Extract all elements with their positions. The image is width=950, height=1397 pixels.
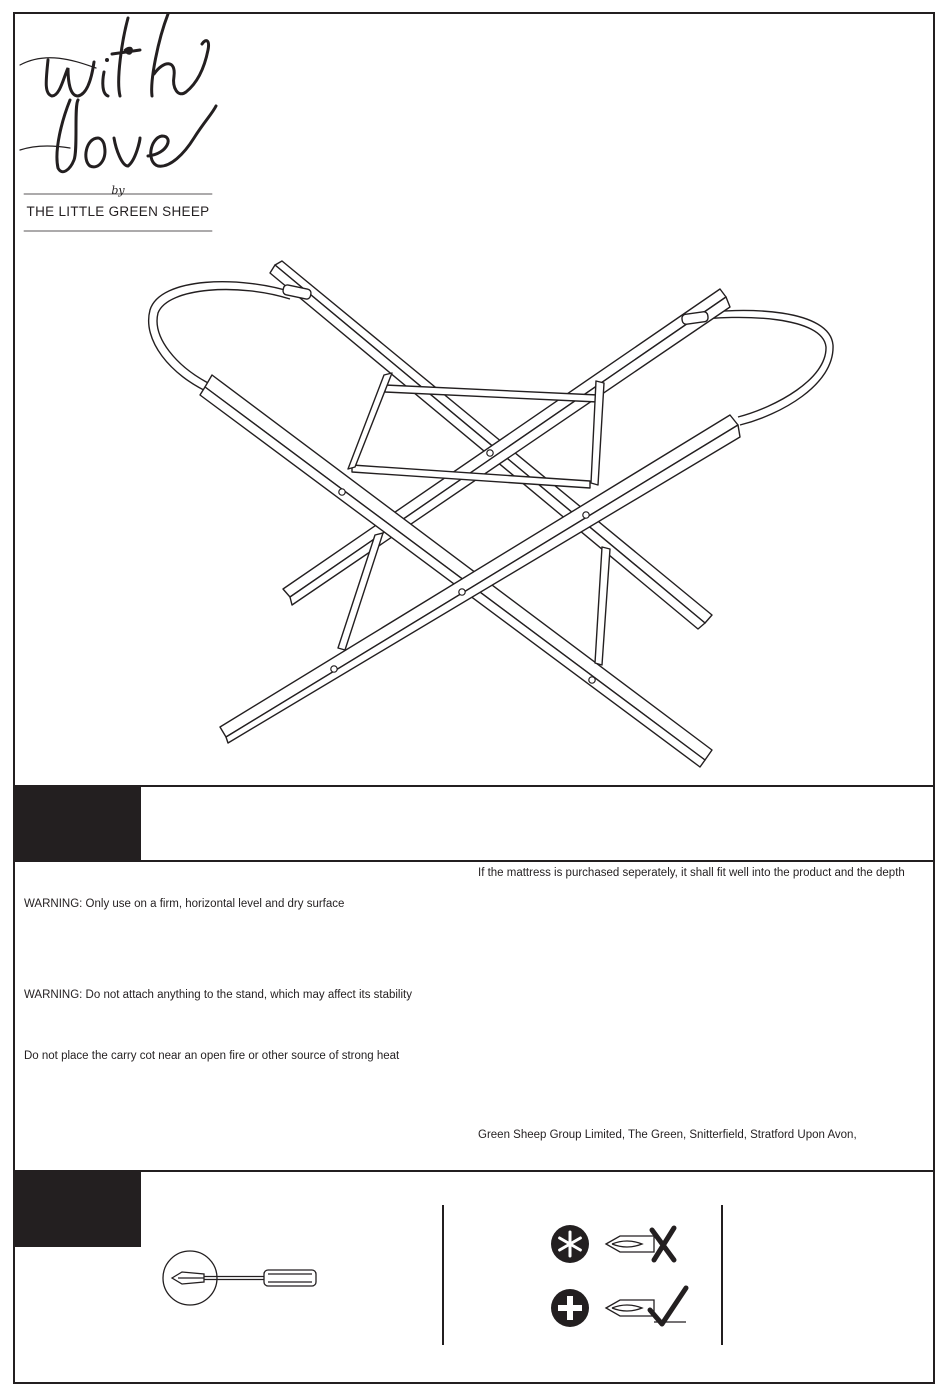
brand-by: by bbox=[111, 184, 125, 197]
column-separator bbox=[721, 1205, 723, 1345]
section-tab-black bbox=[14, 787, 141, 860]
brand-company-name: THE LITTLE GREEN SHEEP bbox=[26, 204, 210, 219]
phillips-bit-check-icon bbox=[550, 1284, 690, 1332]
warning-heat: Do not place the carry cot near an open fire or other source of strong heat bbox=[24, 1050, 400, 1062]
stand-illustration bbox=[140, 255, 840, 775]
section-divider bbox=[13, 860, 935, 862]
section-divider bbox=[13, 785, 935, 787]
section-divider bbox=[13, 1170, 935, 1172]
company-address: Green Sheep Group Limited, The Green, Snitterfield, Stratford Upon Avon, bbox=[478, 1129, 857, 1141]
torx-bit-cross-icon bbox=[550, 1222, 690, 1266]
mattress-fit-text: If the mattress is purchased seperately, it shall fit well into the product and the depth bbox=[478, 867, 905, 879]
warning-attach: WARNING: Do not attach anything to the stand, which may affect its stability bbox=[24, 989, 412, 1001]
screwdriver-icon bbox=[160, 1248, 320, 1308]
column-separator bbox=[442, 1205, 444, 1345]
warning-surface: WARNING: Only use on a firm, horizontal level and dry surface bbox=[24, 898, 345, 910]
section-tab-black bbox=[14, 1172, 141, 1247]
brand-logo bbox=[18, 10, 218, 235]
